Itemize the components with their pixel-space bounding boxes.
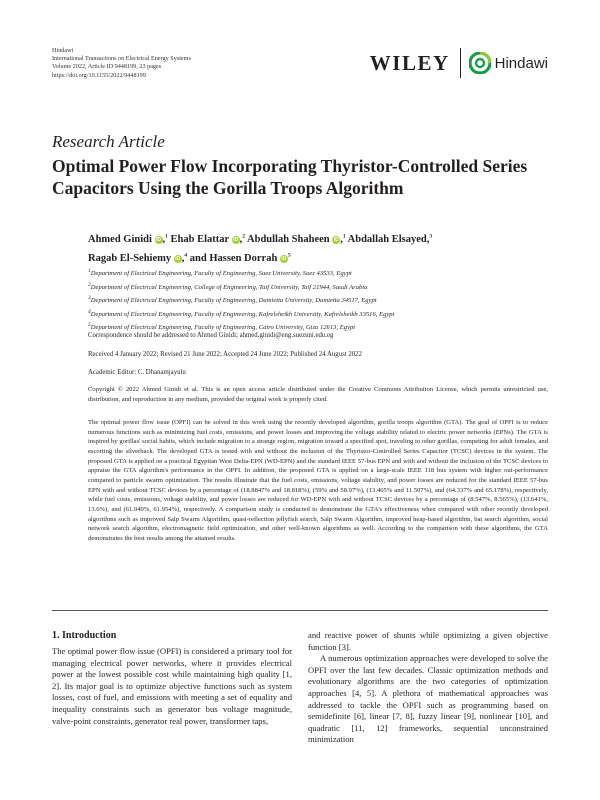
journal-info [52, 47, 191, 80]
author[interactable]: and Hassen Dorrah $iD^5$ [189, 252, 291, 264]
hindawi-logo-text: Hindawi [494, 54, 548, 72]
orcid-icon[interactable]: iD [281, 256, 287, 262]
correspondence: Correspondence should be addressed to Ahmed Ginidi; ahmed.ginidi@eng.suezuni.edu.eg [88, 332, 334, 339]
author[interactable]: Abdullah Shaheen iD ,$^1$ [247, 233, 346, 245]
affiliation: $^3$Department of Electrical Engineering, Faculty of Engineering, Damietta University, Damietta 34517, Egypt [88, 295, 377, 305]
affiliation: $^2$Department of Electrical Engineering, College of Engineering, Taif University, Taif 21944, Saudi Arabia [88, 281, 368, 291]
affiliation: $^4$Department of Electrical Engineering, Faculty of Engineering, Kafrelsheikh University, Kafrelsheikh 33516, Egypt [88, 308, 395, 318]
orcid-icon[interactable]: iD [156, 236, 162, 243]
paragraph: and reactive power of shunts while optimizing a given objective function [3]. [308, 630, 548, 652]
wiley-logo: WILEY [369, 50, 450, 75]
paragraph: The optimal power flow issue (OPFI) is considered a primary tool for managing electrical power networks, where it provides electrical power at the lowest possible cost while maintaining high quality [1, 2]. Its major goal is to optimize objective functions such as system losses, cost of fuel, and emissions with meeting a set of equality and inequality constraints such as generator bus voltage magnitude, valve-point constraints, generator real power, transformer taps, [52, 646, 292, 726]
article-type: Research Article [52, 132, 165, 151]
affiliation: $^5$Department of Electrical Engineering, Faculty of Engineering, Cairo University, Giza 12613, Egypt [88, 322, 356, 332]
orcid-icon[interactable]: iD [233, 236, 239, 243]
author[interactable]: Ehab Elattar iD ,$^2$ [170, 233, 245, 245]
publisher-logos [370, 47, 548, 79]
author[interactable]: Abdallah Elsayed,$^3$ [347, 233, 433, 245]
divider [52, 610, 548, 611]
logo-divider [460, 48, 461, 78]
author[interactable]: Ahmed Ginidi iD ,$^1$ [88, 233, 168, 245]
affiliations [88, 266, 548, 334]
orcid-icon[interactable]: iD [333, 236, 339, 243]
hindawi-logo-icon [469, 52, 491, 74]
abstract: The optimal power flow issue (OPFI) can be solved in this work using the recently developed algorithm, gorilla troops algorithm (GTA). The goal of OPFI is to reduce numerous functions such as minimizing fuel costs, emissions, and power losses and improving the voltage stability related to electric power networks (EPNs). The GTA is inspired by gorillas' social habits, which include migration to a strange region, migration toward a specified spot, traveling to other gorillas, competing for adult females, and escorting the silverback. The developed GTA is tested with and without the inclusion of the Thyristor-Controlled Series Capacitor (TCSC) devices in the system. The proposed GTA is applied on a practical Egyptian West Delta-EPN (WD-EPN) and the standard IEEE 57-bus EPN and with and without the inclusion of the TCSC devices to appraise the GTA algorithm's performance in the OPFI. In addition, the proposed GTA is applied on a large-scale IEEE 118 bus system with higher out-performance compared to particle swarm optimization. The results illustrate that the fuel costs, emissions, voltage stability, and power losses are reduced for the standard IEEE 57-bus EPN with and without TCSC devices by a percentage of (18.8847% and 18.818%), (59% and 58.97%), (13.405% and 11.507%), and (64.337% and 65.178%), respectively, while fuel costs, emissions, voltage stability, and power losses are reduced for WD-EPN with and without TCSC devices by a percentage of (8.547%, 8.565%), (13.641%, 13.6%), and (61.949%, 61.954%), respectively. A comparison study is conducted to demonstrate the GTA's effectiveness when compared with other recently developed algorithms such as improved Salp Swarm Algorithm, quasi-reflection jellyfish search, Salp Swarm Algorithm, improved heap-based algorithm, bat search algorithm, social network search algorithm, electromagnetic field optimization, and other well-known algorithms as well. According to the comparison with these algorithms, the GTA demonstrates the best results among the attained results. [88, 419, 548, 542]
paragraph: A numerous optimization approaches were developed to solve the OPFI over the last few decades. Classic optimization methods and evolutionary algorithms are the two categories of optimization approaches [4, 5]. A plethora of mathematical approaches was addressed to tackle the OPFI such as programming based on semidefinite [6], linear [7, 8], fuzzy linear [9], nonlinear [10], and quadratic [11, 12] frameworks, sequential unconstrained minimization [308, 653, 548, 745]
intro-right-column [308, 630, 548, 746]
intro-left-column [52, 646, 292, 727]
copyright-notice: Copyright © 2022 Ahmed Ginidi et al. This is an open access article distributed under the Creative Commons Attribution License, which permits unrestricted use, distribution, and reproduction in any medium, provided the original work is properly cited. [88, 386, 548, 403]
publisher-name: Hindawi [52, 47, 74, 54]
journal-name: International Transactions on Electrical Energy Systems [52, 55, 191, 63]
academic-editor: Academic Editor: C. Dhanamjayulu [88, 369, 186, 376]
author[interactable]: Ragab El-Sehiemy iD ,$^4$ [88, 252, 188, 264]
doi-link[interactable]: https://doi.org/10.1155/2022/9448199 [52, 71, 146, 79]
paper-title: Optimal Power Flow Incorporating Thyristor-Controlled Series Capacitors Using the Gorilla Troops Algorithm [52, 156, 528, 198]
author-list [88, 228, 538, 267]
affiliation: $^1$Department of Electrical Engineering, Faculty of Engineering, Suez University, Suez 43533, Egypt [88, 268, 352, 278]
section-heading: 1. Introduction [52, 630, 117, 641]
orcid-icon[interactable]: iD [175, 256, 181, 262]
article-dates: Received 4 January 2022; Revised 21 June 2022; Accepted 24 June 2022; Published 24 August 2022 [88, 351, 362, 358]
volume-line: Volume 2022, Article ID 9448199, 23 pages [52, 63, 162, 71]
